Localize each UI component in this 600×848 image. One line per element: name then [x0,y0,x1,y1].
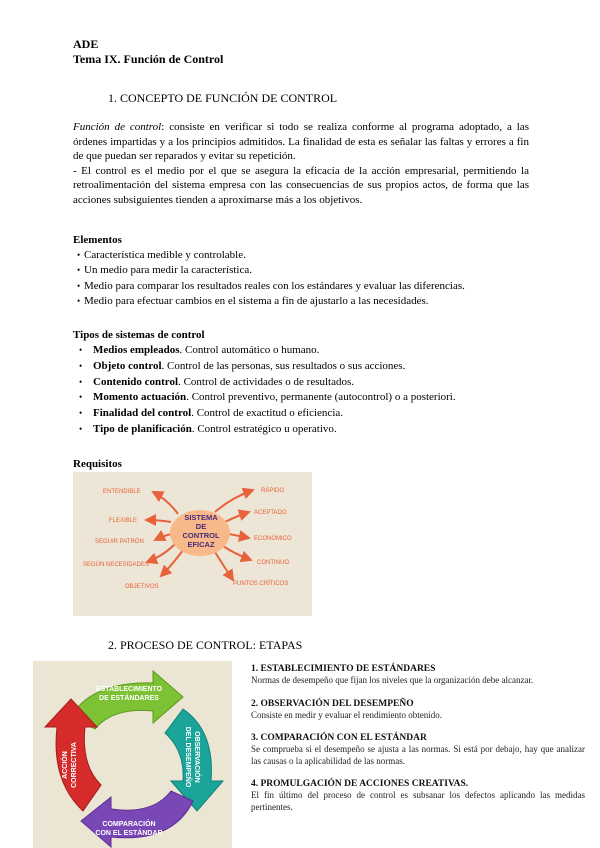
definition-term: Función de control [73,121,162,133]
tipos-title: Tipos de sistemas de control [73,329,205,341]
requisitos-diagram [73,472,312,616]
arrow-seguir [155,534,171,540]
label-seguir: SEGUIR PATRÓN [95,539,144,545]
arrow-puntos [215,552,233,580]
label-flexible: FLEXIBLE [109,518,138,524]
elementos-list [77,248,465,310]
step-title: 2. OBSERVACIÓN DEL DESEMPEÑO [251,698,414,709]
definition-text: : consiste en verificar si todo se realiza conforme al programa adoptado, a las órdenes impartidas y a los principios admitidos. La finalidad de esta es señalar las faltas y errores a fin de que puedan ser reparados y evitar su repetición. [73,121,529,163]
cycle-left-line: CORRECTIVA [71,742,78,788]
list-item: • Medio para efectuar cambios en el sistema a fin de ajustarlo a las necesidades. [77,294,465,309]
cycle-arrow-bottom [81,791,193,847]
cycle-top-line: ESTABLECIMIENTO [95,686,163,693]
step-title: 3. COMPARACIÓN CON EL ESTÁNDAR [251,733,427,743]
step-text: Consiste en medir y evaluar el rendimiento obtenido. [251,709,442,720]
tipo-term: Contenido control [93,375,179,388]
label-puntos: PUNTOS CRÍTICOS [233,581,289,587]
cycle-right-line: OBSERVACIÓN [193,731,200,783]
tipo-term: Tipo de planificación [93,422,192,435]
tipo-text: . Control de las personas, sus resultados o sus acciones. [161,359,406,372]
label-rapido: RÁPIDO [261,488,285,494]
section-2-title: 2. PROCESO DE CONTROL: ETAPAS [108,638,303,652]
cycle-svg [33,661,232,848]
list-item [73,406,456,422]
label-objetivos: OBJETIVOS [125,584,159,590]
requisitos-svg [73,472,312,616]
document-course: ADE [73,37,99,51]
list-item [73,422,456,438]
arrow-segun [147,544,175,562]
tipos-list [73,343,456,438]
elementos-title: Elementos [73,234,122,246]
tipo-term: Momento actuación [93,391,187,404]
label-continuo: CONTINUO [257,560,289,566]
step-title: 1. ESTABLECIMIENTO DE ESTÁNDARES [251,664,436,674]
cycle-right-line: DEL DESEMPEÑO [184,726,191,788]
tipo-text: . Control de actividades o de resultados. [178,375,355,388]
list-item [73,343,456,359]
arrow-flexible [146,520,171,522]
center-line: EFICAZ [187,540,215,549]
process-steps [251,663,585,824]
tipo-term: Objeto control [93,359,162,372]
tipo-term: Finalidad del control [93,407,192,420]
tipo-text: . Control de exactitud o eficiencia. [191,407,344,420]
arrow-rapido [215,490,253,512]
cycle-bottom-line: COMPARACIÓN [102,821,156,828]
step-title: 4. PROMULGACIÓN DE ACCIONES CREATIVAS. [251,779,469,789]
label-segun: SEGÚN NECESIDADES [83,562,150,568]
cycle-bottom-line: CON EL ESTÁNDAR [95,830,163,837]
step-text: El fin último del proceso de control es subsanar los defectos aplicando las medidas pertinentes. [251,790,585,812]
arrow-economico [229,534,249,538]
cycle-diagram [33,661,232,848]
cycle-left-line: ACCIÓN [62,751,69,779]
center-line: CONTROL [182,531,220,540]
step-text: Se comprueba si el desempeño se ajusta a las normas. Si está por debajo, hay que analizar las causas o la aplicabilidad de las normas. [251,744,585,766]
tipo-text: . Control automático o humano. [179,344,320,356]
section-1-title: 1. CONCEPTO DE FUNCIÓN DE CONTROL [108,91,338,105]
list-item: • Característica medible y controlable. [77,248,465,263]
center-line: DE [195,522,207,531]
arrow-entender [153,492,178,514]
list-item [73,375,456,391]
document-topic: Tema IX. Función de Control [73,52,224,66]
list-item [73,390,456,406]
center-text [182,513,219,549]
arrow-continuo [223,546,251,560]
center-line: SISTEMA [184,513,218,522]
label-economico: ECONÓMICO [254,536,292,542]
tipo-term: Medios empleados [93,344,180,356]
requisitos-title: Requisitos [73,458,122,470]
control-paragraph: - El control es el medio por el que se asegura la eficacia de la acción empresarial, permitiendo la retroalimentación del sistema empresa con las consecuencias de sus propios actos, de forma que las acciones subsiguientes tienden a aproximarse más a los objetivos. [73,164,529,206]
list-item: • Medio para comparar los resultados reales con los estándares y evaluar las diferencias. [77,279,465,294]
step-text: Normas de desempeño que fijan los niveles que la organización debe alcanzar. [251,675,534,685]
definition-paragraph [73,120,529,208]
tipo-text: . Control estratégico u operativo. [191,422,337,435]
cycle-top-line: DE ESTÁNDARES [99,695,159,702]
list-item: • Un medio para medir la característica. [77,263,465,278]
tipo-text: . Control preventivo, permanente (autocontrol) o a posteriori. [186,391,456,404]
list-item [73,359,456,375]
label-aceptado: ACEPTADO [254,510,287,516]
arrow-aceptado [225,512,249,522]
label-entender: ENTENDIBLE [103,489,141,495]
